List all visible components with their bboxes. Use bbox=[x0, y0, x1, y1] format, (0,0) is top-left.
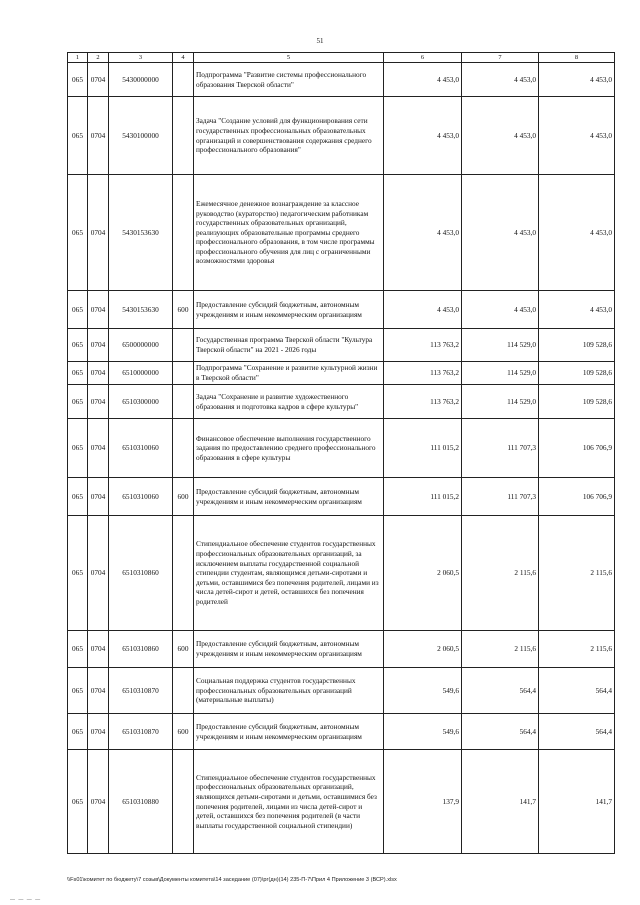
amount-col8-cell: 564,4 bbox=[539, 668, 615, 714]
amount-col7-cell: 111 707,3 bbox=[462, 419, 539, 478]
amount-col7-cell: 111 707,3 bbox=[462, 478, 539, 516]
amount-col6-cell: 113 763,2 bbox=[384, 329, 462, 362]
target-article-cell: 6510000000 bbox=[109, 362, 173, 385]
amount-col8-cell: 2 115,6 bbox=[539, 516, 615, 631]
amount-col8-cell: 4 453,0 bbox=[539, 175, 615, 291]
section-code-cell: 0704 bbox=[88, 97, 109, 175]
amount-col6-cell: 4 453,0 bbox=[384, 97, 462, 175]
item-name-cell: Задача "Создание условий для функционирования сети государственных профессиональных образовательных организаций и совершенствования содержания среднего профессионального образования" bbox=[194, 97, 384, 175]
footer-dashes: — — — — bbox=[10, 897, 42, 903]
ministry-code-cell: 065 bbox=[68, 97, 88, 175]
column-number-row bbox=[68, 53, 615, 63]
budget-table bbox=[67, 52, 615, 854]
amount-col8-cell: 109 528,6 bbox=[539, 362, 615, 385]
expense-type-cell bbox=[173, 668, 194, 714]
expense-type-cell bbox=[173, 175, 194, 291]
item-name-cell: Задача "Сохранение и развитие художественного образования и подготовка кадров в сфере культуры" bbox=[194, 385, 384, 419]
item-name-cell: Предоставление субсидий бюджетным, автономным учреждениям и иным некоммерческим организациям bbox=[194, 631, 384, 668]
amount-col7-cell: 564,4 bbox=[462, 668, 539, 714]
amount-col6-cell: 137,9 bbox=[384, 750, 462, 854]
amount-col7-cell: 141,7 bbox=[462, 750, 539, 854]
amount-col8-cell: 4 453,0 bbox=[539, 63, 615, 97]
item-name-cell: Предоставление субсидий бюджетным, автономным учреждениям и иным некоммерческим организациям bbox=[194, 291, 384, 329]
table-row bbox=[68, 419, 615, 478]
section-code-cell: 0704 bbox=[88, 631, 109, 668]
expense-type-cell bbox=[173, 516, 194, 631]
target-article-cell: 6500000000 bbox=[109, 329, 173, 362]
target-article-cell: 5430000000 bbox=[109, 63, 173, 97]
item-name-cell: Предоставление субсидий бюджетным, автономным учреждениям и иным некоммерческим организациям bbox=[194, 714, 384, 750]
amount-col8-cell: 109 528,6 bbox=[539, 329, 615, 362]
column-header: 6 bbox=[384, 53, 462, 63]
section-code-cell: 0704 bbox=[88, 478, 109, 516]
target-article-cell: 6510310860 bbox=[109, 516, 173, 631]
item-name-cell: Предоставление субсидий бюджетным, автономным учреждениям и иным некоммерческим организациям bbox=[194, 478, 384, 516]
expense-type-cell bbox=[173, 750, 194, 854]
ministry-code-cell: 065 bbox=[68, 714, 88, 750]
ministry-code-cell: 065 bbox=[68, 175, 88, 291]
amount-col6-cell: 4 453,0 bbox=[384, 63, 462, 97]
table-row bbox=[68, 714, 615, 750]
item-name-cell: Подпрограмма "Развитие системы профессионального образования Тверской области" bbox=[194, 63, 384, 97]
target-article-cell: 6510310060 bbox=[109, 478, 173, 516]
section-code-cell: 0704 bbox=[88, 175, 109, 291]
amount-col6-cell: 113 763,2 bbox=[384, 385, 462, 419]
target-article-cell: 6510310870 bbox=[109, 714, 173, 750]
amount-col8-cell: 564,4 bbox=[539, 714, 615, 750]
amount-col8-cell: 109 528,6 bbox=[539, 385, 615, 419]
table-row bbox=[68, 97, 615, 175]
expense-type-cell: 600 bbox=[173, 714, 194, 750]
ministry-code-cell: 065 bbox=[68, 63, 88, 97]
column-header: 2 bbox=[88, 53, 109, 63]
amount-col8-cell: 4 453,0 bbox=[539, 97, 615, 175]
ministry-code-cell: 065 bbox=[68, 419, 88, 478]
table-row bbox=[68, 385, 615, 419]
amount-col8-cell: 2 115,6 bbox=[539, 631, 615, 668]
table-row bbox=[68, 291, 615, 329]
section-code-cell: 0704 bbox=[88, 362, 109, 385]
table-row bbox=[68, 63, 615, 97]
section-code-cell: 0704 bbox=[88, 516, 109, 631]
expense-type-cell bbox=[173, 385, 194, 419]
table-row bbox=[68, 329, 615, 362]
ministry-code-cell: 065 bbox=[68, 362, 88, 385]
ministry-code-cell: 065 bbox=[68, 478, 88, 516]
amount-col6-cell: 113 763,2 bbox=[384, 362, 462, 385]
ministry-code-cell: 065 bbox=[68, 385, 88, 419]
expense-type-cell bbox=[173, 63, 194, 97]
column-header: 1 bbox=[68, 53, 88, 63]
target-article-cell: 5430100000 bbox=[109, 97, 173, 175]
amount-col6-cell: 549,6 bbox=[384, 668, 462, 714]
section-code-cell: 0704 bbox=[88, 419, 109, 478]
item-name-cell: Финансовое обеспечение выполнения государственного задания по предоставлению среднего профессионального образования в сфере культуры bbox=[194, 419, 384, 478]
target-article-cell: 6510300000 bbox=[109, 385, 173, 419]
amount-col6-cell: 111 015,2 bbox=[384, 478, 462, 516]
column-header: 5 bbox=[194, 53, 384, 63]
table-row bbox=[68, 631, 615, 668]
item-name-cell: Социальная поддержка студентов государственных профессиональных образовательных организаций (материальные выплаты) bbox=[194, 668, 384, 714]
amount-col7-cell: 4 453,0 bbox=[462, 291, 539, 329]
amount-col7-cell: 114 529,0 bbox=[462, 362, 539, 385]
section-code-cell: 0704 bbox=[88, 329, 109, 362]
page-number: 51 bbox=[316, 37, 324, 45]
item-name-cell: Государственная программа Тверской области "Культура Тверской области" на 2021 - 2026 годы bbox=[194, 329, 384, 362]
section-code-cell: 0704 bbox=[88, 385, 109, 419]
amount-col6-cell: 4 453,0 bbox=[384, 175, 462, 291]
amount-col7-cell: 4 453,0 bbox=[462, 97, 539, 175]
amount-col8-cell: 106 706,9 bbox=[539, 478, 615, 516]
section-code-cell: 0704 bbox=[88, 63, 109, 97]
target-article-cell: 6510310860 bbox=[109, 631, 173, 668]
amount-col7-cell: 114 529,0 bbox=[462, 329, 539, 362]
amount-col7-cell: 2 115,6 bbox=[462, 516, 539, 631]
table-row bbox=[68, 175, 615, 291]
amount-col7-cell: 114 529,0 bbox=[462, 385, 539, 419]
target-article-cell: 6510310880 bbox=[109, 750, 173, 854]
target-article-cell: 5430153630 bbox=[109, 175, 173, 291]
ministry-code-cell: 065 bbox=[68, 631, 88, 668]
file-path-footer: \\Fs01\комитет по бюджету\7 созыв\Документы комитета\14 заседание (07)\рг(дн)(14) 235-П-7\Прил 4 Приложение 3 (ВСР).xlsx bbox=[67, 877, 397, 883]
amount-col6-cell: 4 453,0 bbox=[384, 291, 462, 329]
amount-col6-cell: 2 060,5 bbox=[384, 631, 462, 668]
amount-col6-cell: 111 015,2 bbox=[384, 419, 462, 478]
column-header: 3 bbox=[109, 53, 173, 63]
target-article-cell: 6510310870 bbox=[109, 668, 173, 714]
amount-col7-cell: 4 453,0 bbox=[462, 175, 539, 291]
table-row bbox=[68, 668, 615, 714]
ministry-code-cell: 065 bbox=[68, 291, 88, 329]
amount-col8-cell: 106 706,9 bbox=[539, 419, 615, 478]
amount-col6-cell: 2 060,5 bbox=[384, 516, 462, 631]
item-name-cell: Стипендиальное обеспечение студентов государственных профессиональных образовательных организаций, являющихся детьми-сиротами и детьми, оставшимися без попечения родителей, лицами из числа детей-сирот и детей, оставшихся без попечения родителей (в части выплаты государственной социальной стипендии) bbox=[194, 750, 384, 854]
item-name-cell: Стипендиальное обеспечение студентов государственных профессиональных образовательных организаций, за исключением выплаты государственной социальной стипендии студентам, являющимся детьми-сиротами и детьми, оставшимися без попечения родителей, лицами из числа детей-сирот и детей, оставшихся без попечения родителей bbox=[194, 516, 384, 631]
expense-type-cell bbox=[173, 97, 194, 175]
item-name-cell: Подпрограмма "Сохранение и развитие культурной жизни в Тверской области" bbox=[194, 362, 384, 385]
column-header: 8 bbox=[539, 53, 615, 63]
section-code-cell: 0704 bbox=[88, 714, 109, 750]
amount-col8-cell: 4 453,0 bbox=[539, 291, 615, 329]
expense-type-cell bbox=[173, 362, 194, 385]
amount-col7-cell: 4 453,0 bbox=[462, 63, 539, 97]
ministry-code-cell: 065 bbox=[68, 750, 88, 854]
section-code-cell: 0704 bbox=[88, 291, 109, 329]
ministry-code-cell: 065 bbox=[68, 668, 88, 714]
expense-type-cell: 600 bbox=[173, 291, 194, 329]
ministry-code-cell: 065 bbox=[68, 516, 88, 631]
table-row bbox=[68, 478, 615, 516]
amount-col7-cell: 2 115,6 bbox=[462, 631, 539, 668]
amount-col7-cell: 564,4 bbox=[462, 714, 539, 750]
target-article-cell: 5430153630 bbox=[109, 291, 173, 329]
expense-type-cell bbox=[173, 419, 194, 478]
table-row bbox=[68, 516, 615, 631]
section-code-cell: 0704 bbox=[88, 750, 109, 854]
section-code-cell: 0704 bbox=[88, 668, 109, 714]
expense-type-cell: 600 bbox=[173, 478, 194, 516]
ministry-code-cell: 065 bbox=[68, 329, 88, 362]
expense-type-cell: 600 bbox=[173, 631, 194, 668]
column-header: 7 bbox=[462, 53, 539, 63]
item-name-cell: Ежемесячное денежное вознаграждение за классное руководство (кураторство) педагогическим работникам государственных образовательных организаций, реализующих образовательные программы среднего профессионального образования, в том числе программы профессионального обучения для лиц с ограниченными возможностями здоровья bbox=[194, 175, 384, 291]
column-header: 4 bbox=[173, 53, 194, 63]
table-row bbox=[68, 750, 615, 854]
table-row bbox=[68, 362, 615, 385]
amount-col6-cell: 549,6 bbox=[384, 714, 462, 750]
expense-type-cell bbox=[173, 329, 194, 362]
target-article-cell: 6510310060 bbox=[109, 419, 173, 478]
amount-col8-cell: 141,7 bbox=[539, 750, 615, 854]
